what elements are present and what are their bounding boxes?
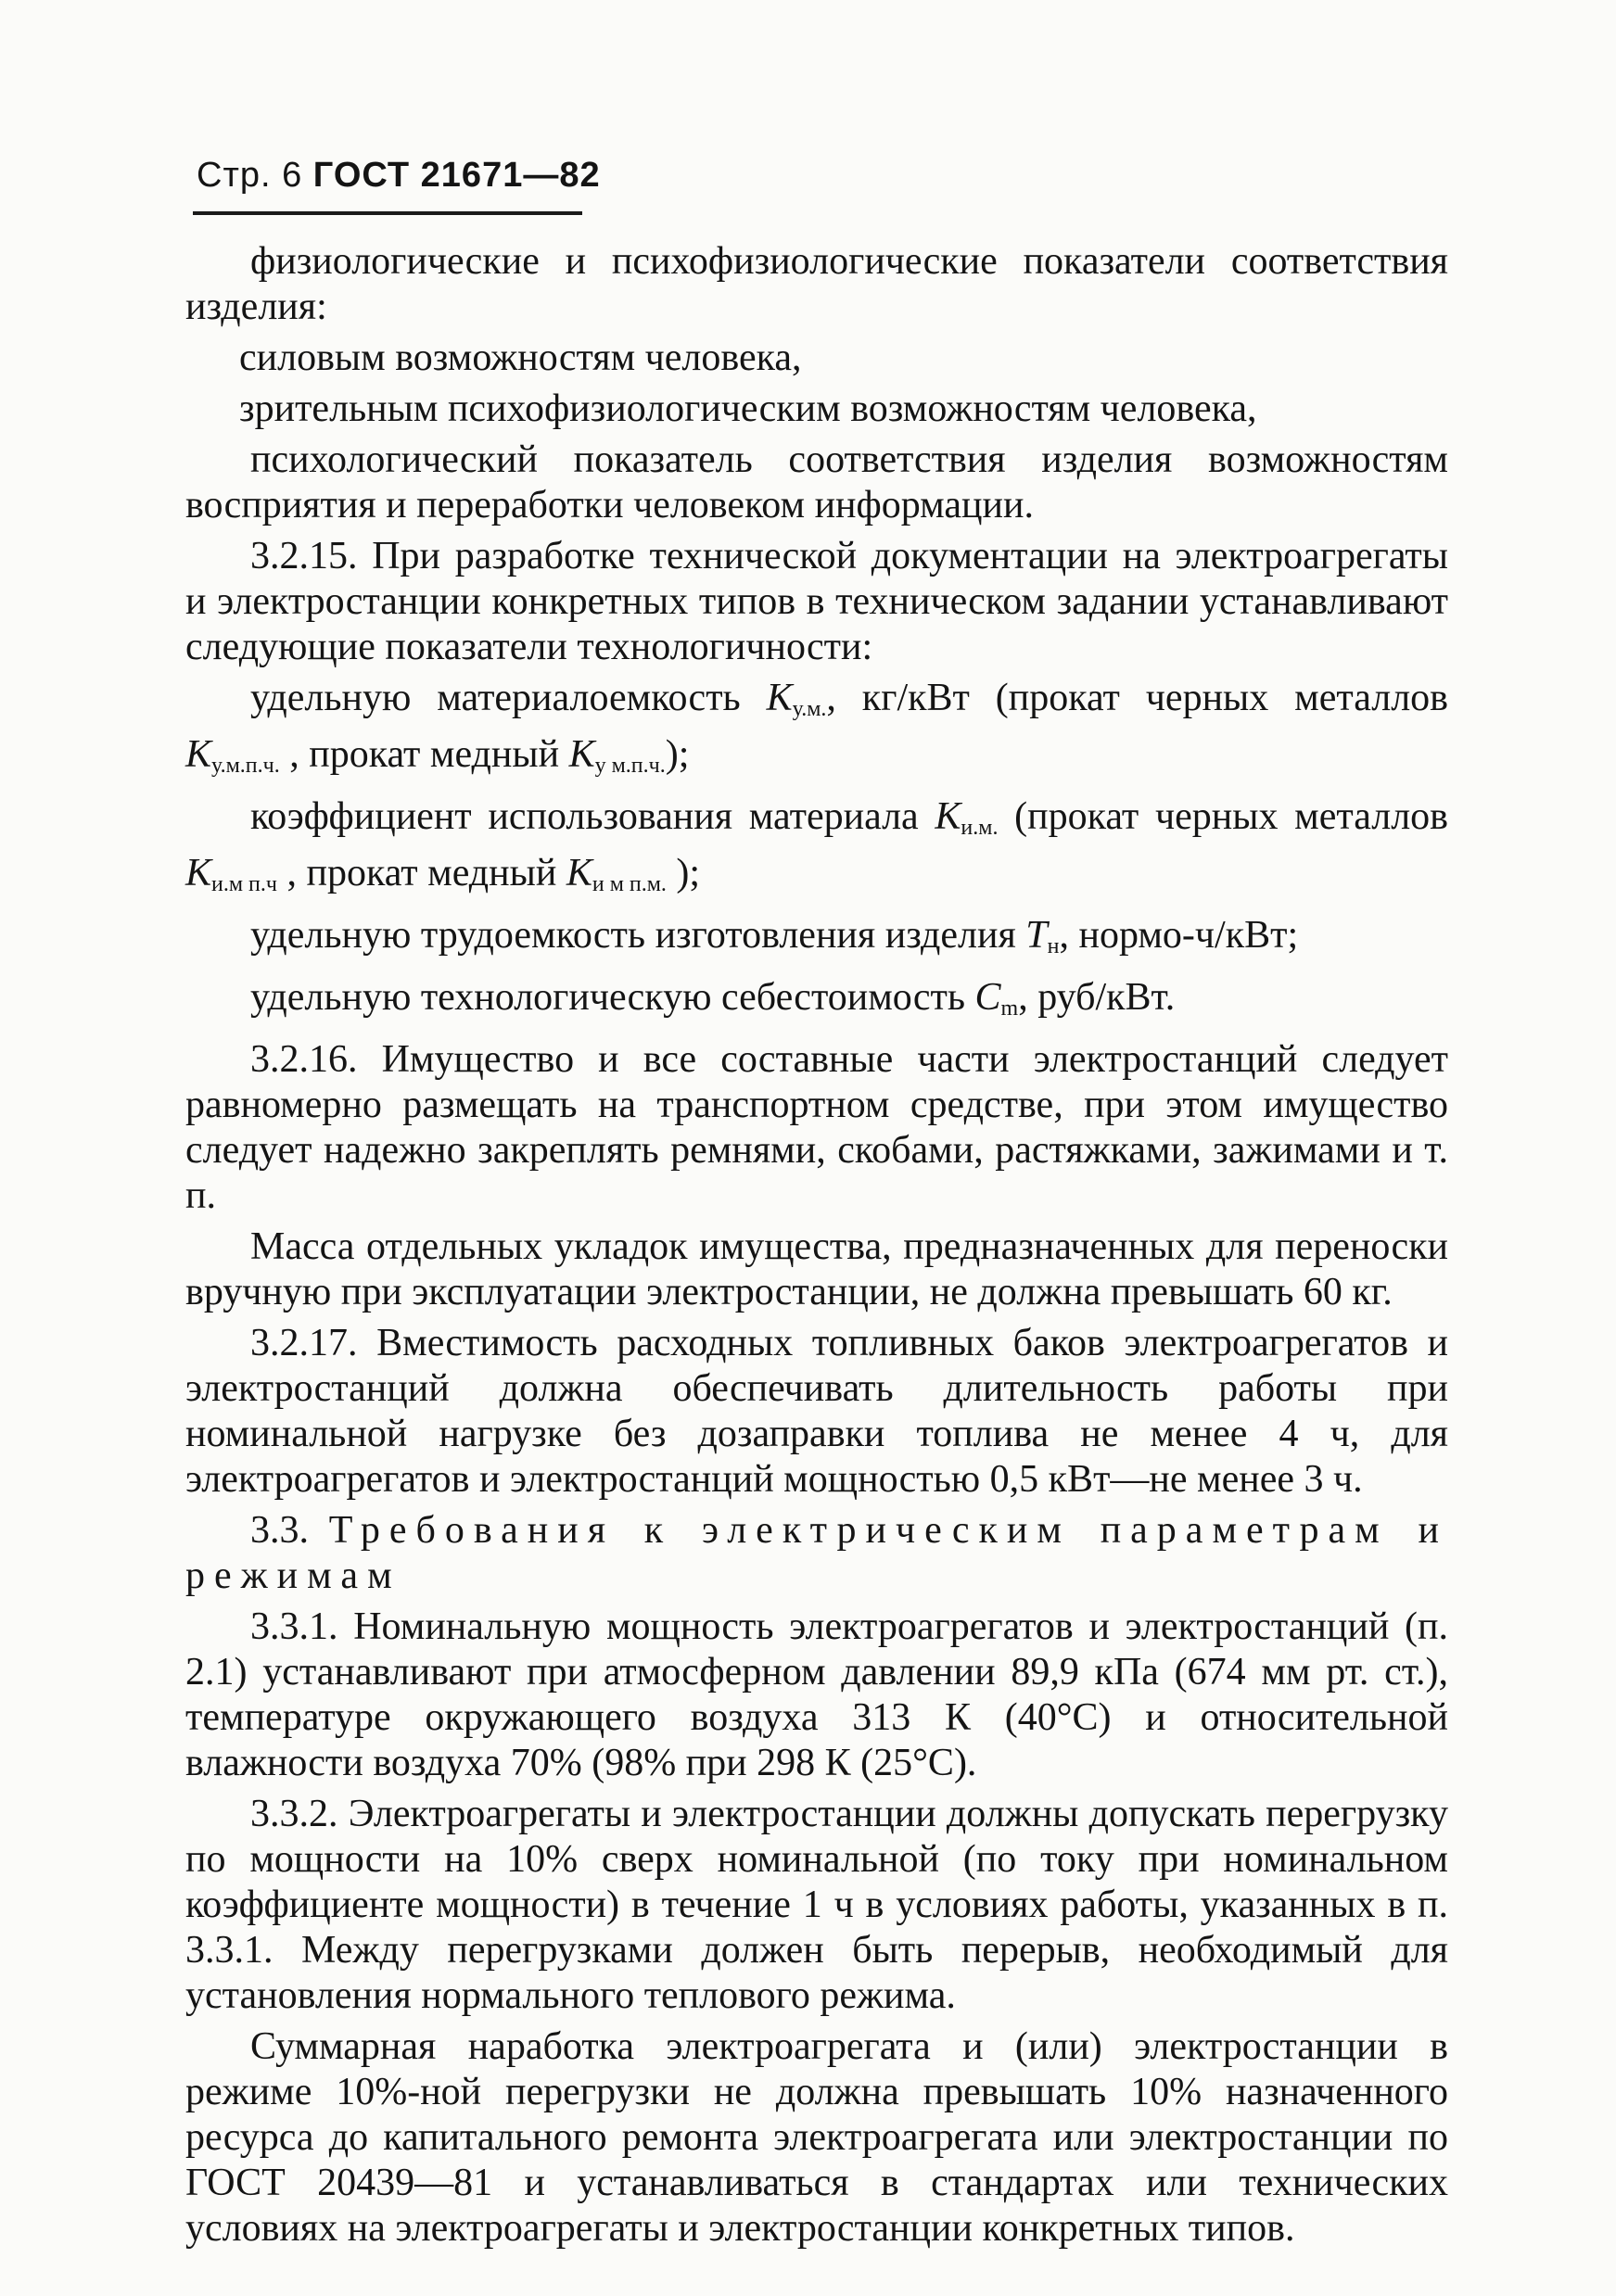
section-3-3-heading: 3.3. Требования к электрическим параметрам и режимам bbox=[185, 1509, 1448, 1597]
paragraph-overload-total: Суммарная наработка электроагрегата и (или) электростанции в режиме 10%-ной перегрузки не должна превышать 10% назначенного ресурса до капитального ремонта электроагрегата или электростанции по ГОСТ 20439—81 и устанавливаться в стандартах или технических условиях на электроагрегаты и электростанции конкретных типов. bbox=[185, 2025, 1448, 2250]
document-body bbox=[185, 239, 1448, 2257]
header-rule bbox=[193, 211, 582, 215]
standard-designation: ГОСТ 21671—82 bbox=[312, 156, 601, 195]
clause-3-3-1: 3.3.1. Номинальную мощность электроагрегатов и электростанций (п. 2.1) устанавливают при атмосферном давлении 89,9 кПа (674 мм рт. ст.), температуре окружающего воздуха 313 К (40°С) и относительной влажности воздуха 70% (98% при 298 К (25°С). bbox=[185, 1605, 1448, 1784]
clause-3-2-16: 3.2.16. Имущество и все составные части электростанций следует равномерно размещать на транспортном средстве, при этом имущество следует надежно закреплять ремнями, скобами, растяжками, зажимами и т. п. bbox=[185, 1038, 1448, 1217]
paragraph-1: физиологические и психофизиологические показатели соответствия изделия: bbox=[185, 240, 1448, 328]
item-cost: удельную технологическую себестоимость $C_m$, руб/кВт. bbox=[250, 976, 1176, 1021]
paragraph-mass: Масса отдельных укладок имущества, предназначенных для переноски вручную при эксплуатации электростанции, не должна превышать 60 кг. bbox=[185, 1225, 1448, 1313]
clause-3-2-15: 3.2.15. При разработке технической документации на электроагрегаты и электростанции конкретных типов в техническом задании устанавливают следующие показатели технологичности: bbox=[185, 535, 1448, 668]
clause-3-3-2: 3.3.2. Электроагрегаты и электростанции должны допускать перегрузку по мощности на 10% сверх номинальной (по току при номинальном коэффициенте мощности) в течение 1 ч в условиях работы, указанных в п. 3.3.1. Между перегрузками должен быть перерыв, необходимый для установления нормального теплового режима. bbox=[185, 1793, 1448, 2017]
page-header bbox=[197, 156, 601, 196]
page-number: Стр. 6 bbox=[197, 156, 303, 195]
clause-3-2-17: 3.2.17. Вместимость расходных топливных баков электроагрегатов и электростанций должна обеспечивать длительность работы при номинальной нагрузке без дозаправки топлива не менее 4 ч, для электроагрегатов и электростанций мощностью 0,5 кВт—не менее 3 ч. bbox=[185, 1322, 1448, 1501]
item-material-intensity: удельную материалоемкость $K_{у.м.}$, кг/кВт (прокат черных металлов $K_{у.м.п.ч.}$ , прокат медный $K_{у м.п.ч.}$); bbox=[185, 677, 1448, 778]
list-item-visual: зрительным психофизиологическим возможностям человека, bbox=[239, 387, 1257, 430]
item-labor-intensity: удельную трудоемкость изготовления изделия $T_н$, нормо-ч/кВт; bbox=[250, 914, 1299, 958]
list-item-psychological: психологический показатель соответствия изделия возможностям восприятия и переработки человеком информации. bbox=[185, 438, 1448, 526]
list-item-strength: силовым возможностям человека, bbox=[239, 336, 802, 379]
item-material-usage: коэффициент использования материала $K_{и.м.}$ (прокат черных металлов $K_{и.м п.ч}$ , прокат медный $K_{и м п.м.}$ ); bbox=[185, 795, 1448, 896]
